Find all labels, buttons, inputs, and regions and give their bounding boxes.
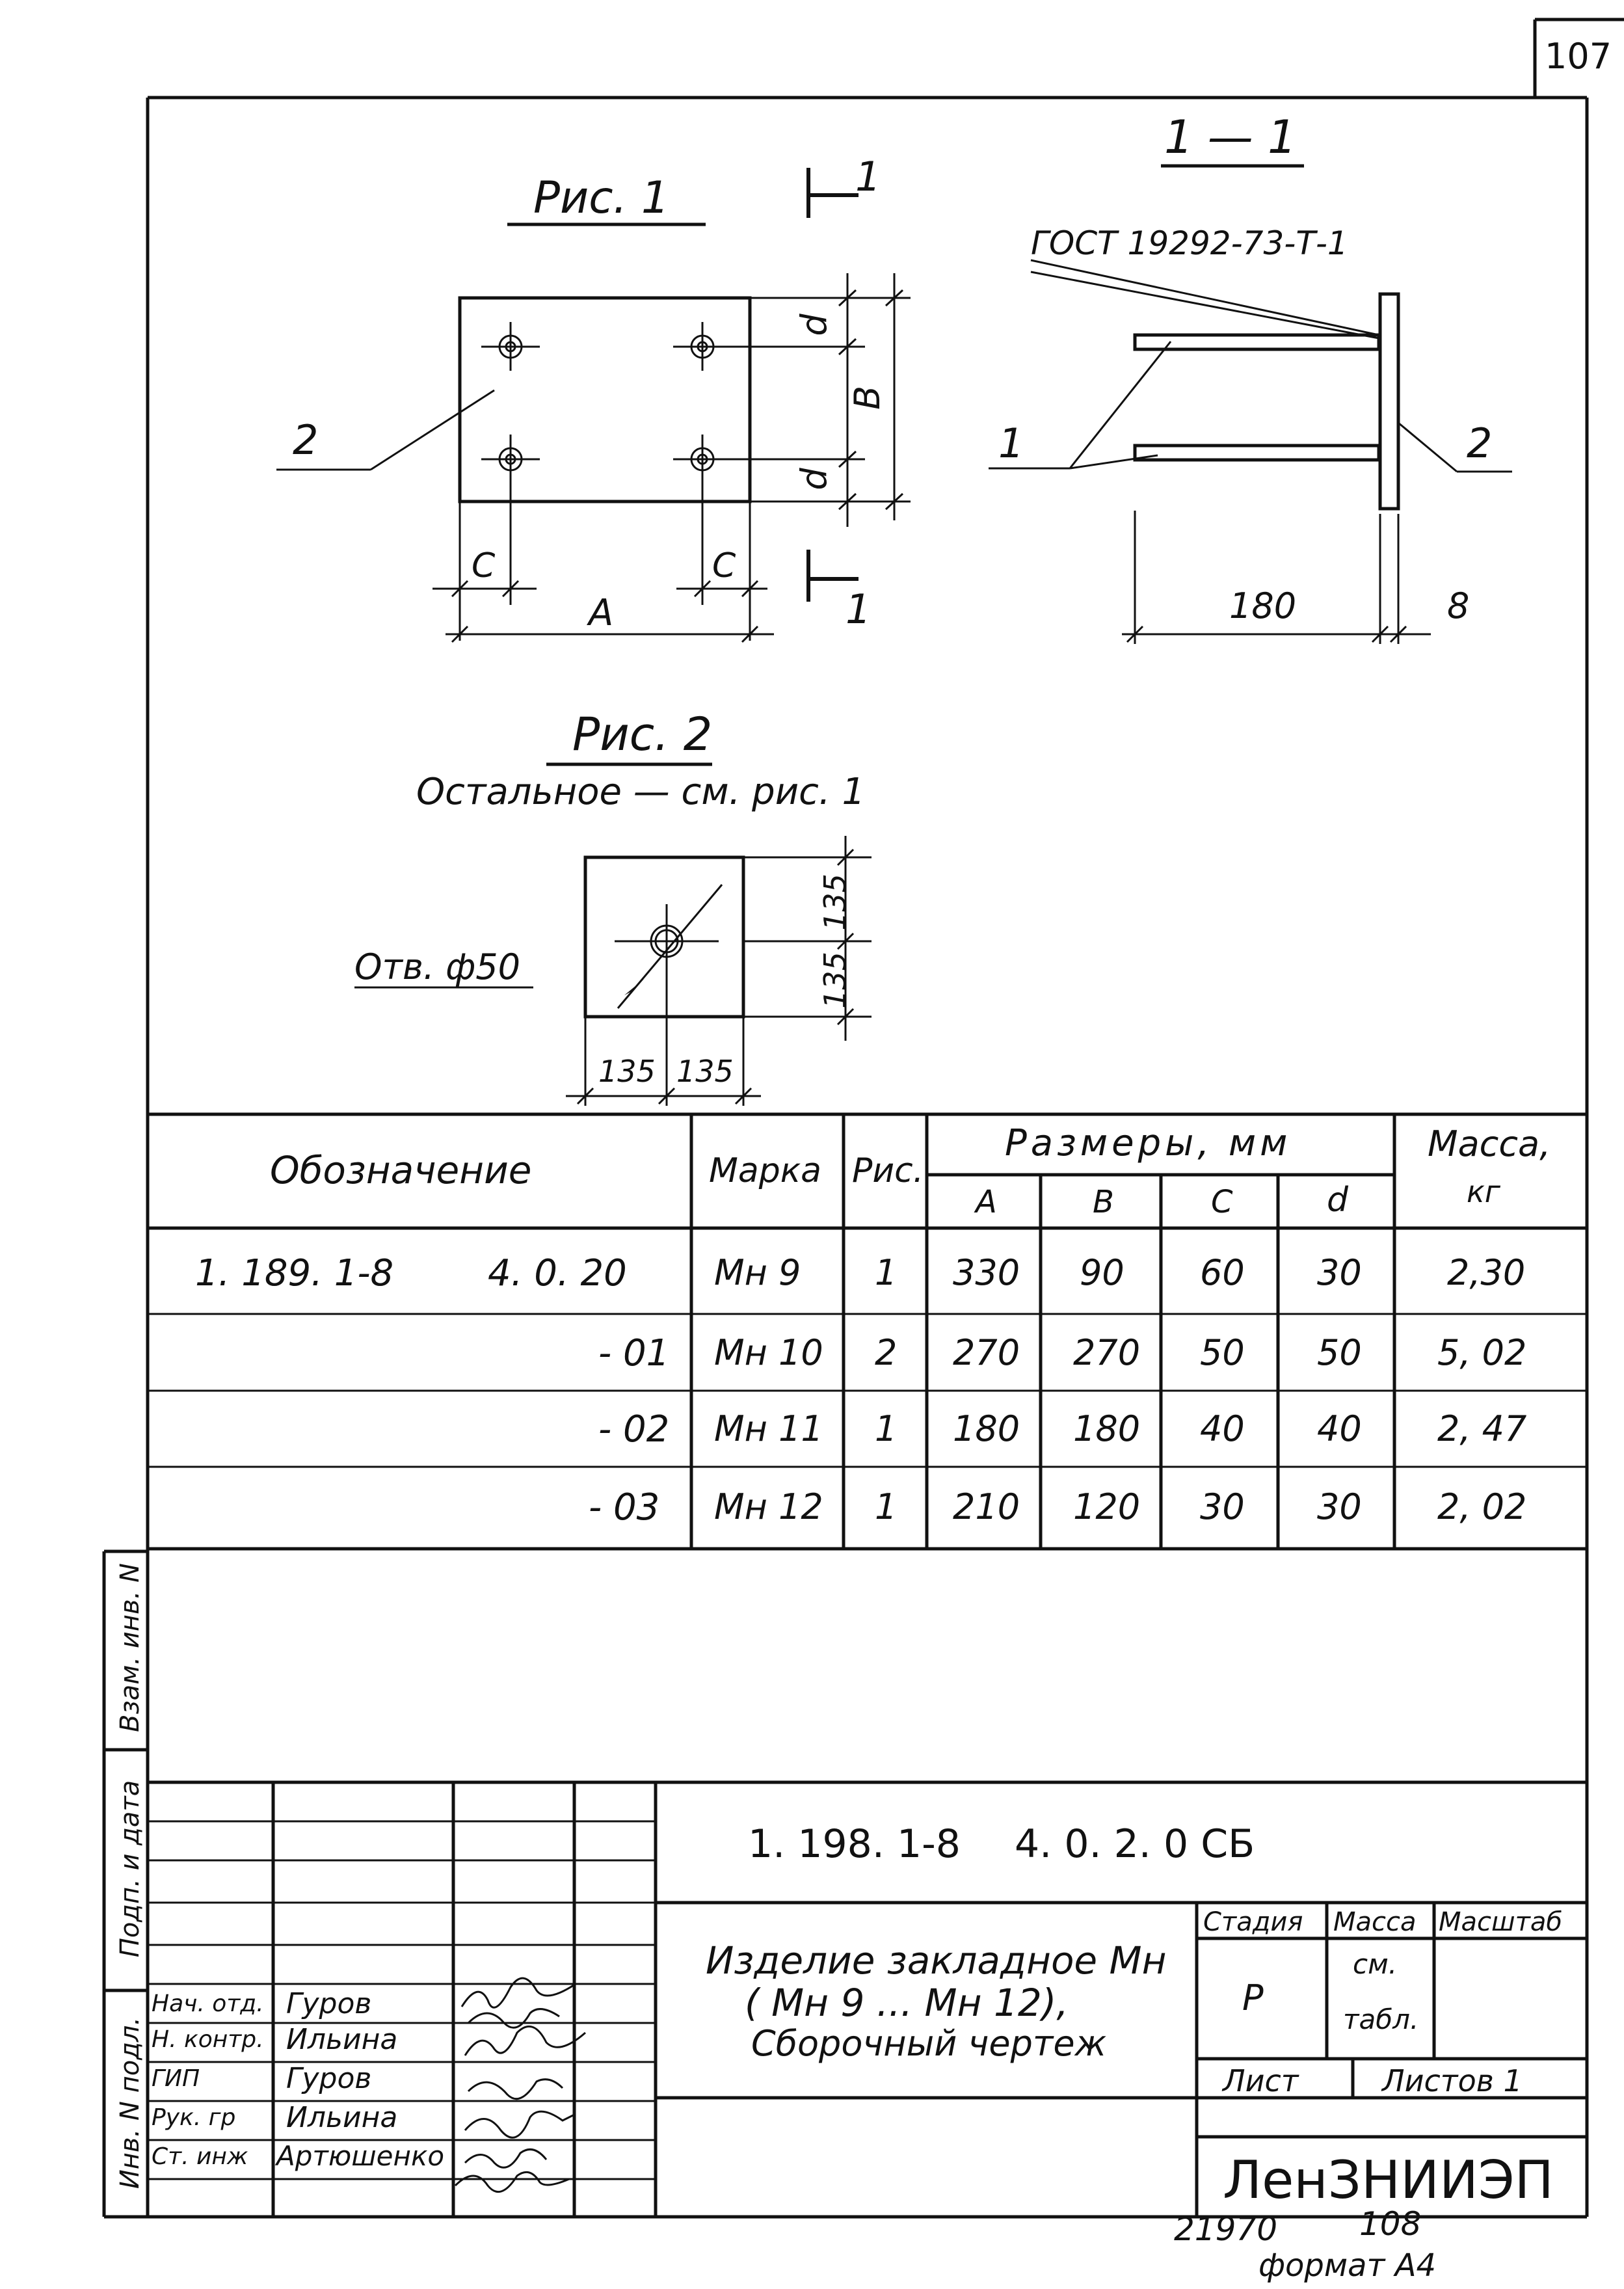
row4-a: 210 xyxy=(953,1486,1020,1527)
row2-mass: 5, 02 xyxy=(1437,1332,1527,1373)
row2-fig: 2 xyxy=(875,1332,898,1373)
margin-inv-podl: Инв. N подл. xyxy=(115,2016,145,2189)
row1-fig: 1 xyxy=(875,1252,898,1293)
row3-suffix: - 02 xyxy=(598,1408,670,1451)
row4-c: 30 xyxy=(1200,1486,1245,1527)
row2-a: 270 xyxy=(953,1332,1020,1373)
fig1-dim-c-left: C xyxy=(472,546,496,585)
row2-c: 50 xyxy=(1200,1332,1245,1373)
section-dim-180: 180 xyxy=(1229,585,1297,626)
fig2-dim-135-h1: 135 xyxy=(598,1054,656,1089)
stamp-sheet-label: Лист xyxy=(1223,2063,1299,2098)
stamp-mass-value-1: см. xyxy=(1353,1948,1398,1980)
row4-b: 120 xyxy=(1073,1486,1141,1527)
stamp-stage-label: Стадия xyxy=(1203,1907,1303,1937)
th-mass-unit: кг xyxy=(1467,1174,1500,1209)
stamp-role-3: ГИП xyxy=(152,2065,200,2092)
stamp-mass-value-2: табл. xyxy=(1343,2003,1419,2035)
stamp-name-1: Гуров xyxy=(286,1987,372,2020)
stamp-scale-label: Масштаб xyxy=(1439,1907,1563,1937)
stamp-stage-value: Р xyxy=(1242,1977,1264,2018)
footer-archive: 21970 xyxy=(1174,2210,1278,2248)
row4-fig: 1 xyxy=(875,1486,898,1527)
row1-a: 330 xyxy=(953,1252,1020,1293)
th-c: С xyxy=(1211,1184,1233,1220)
row3-b: 180 xyxy=(1073,1408,1141,1449)
row4-mass: 2, 02 xyxy=(1437,1486,1527,1527)
margin-vzam-inv: Взам. инв. N xyxy=(115,1563,145,1732)
fig1-dim-a: A xyxy=(589,592,614,634)
fig1-dim-b: B xyxy=(847,385,888,410)
stamp-role-5: Ст. инж xyxy=(152,2143,248,2170)
row3-fig: 1 xyxy=(875,1408,898,1449)
stamp-doc-code2: 4. 0. 2. 0 СБ xyxy=(1015,1821,1255,1867)
th-b: В xyxy=(1093,1184,1114,1220)
stamp-role-2: Н. контр. xyxy=(152,2026,264,2053)
stamp-mass-label: Масса xyxy=(1333,1907,1417,1937)
th-fig: Рис. xyxy=(852,1151,924,1190)
row3-d: 40 xyxy=(1317,1408,1362,1449)
stamp-name-5: Артюшенко xyxy=(276,2140,445,2172)
footer-format: формат А4 xyxy=(1258,2247,1437,2284)
fig1-callout-2: 2 xyxy=(293,416,319,464)
stamp-sheets-label: Листов 1 xyxy=(1382,2063,1523,2098)
fig1-dim-d-bottom: d xyxy=(793,468,835,490)
row1-d: 30 xyxy=(1317,1252,1362,1293)
stamp-name-3: Гуров xyxy=(286,2062,372,2095)
fig1-dim-d-top: d xyxy=(793,314,835,336)
th-a: А xyxy=(976,1184,997,1220)
section-gost: ГОСТ 19292-73-Т-1 xyxy=(1031,224,1348,262)
section-callout-2: 2 xyxy=(1467,420,1493,467)
th-designation: Обозначение xyxy=(270,1148,532,1192)
row1-code: 1. 189. 1-8 xyxy=(195,1252,394,1294)
page-number: 107 xyxy=(1545,36,1612,77)
row1-mark: Мн 9 xyxy=(714,1252,801,1293)
fig2-dim-135-h2: 135 xyxy=(676,1054,734,1089)
row4-mark: Мн 12 xyxy=(714,1486,823,1527)
section-callout-1: 1 xyxy=(998,420,1024,467)
fig2-dim-135-v2: 135 xyxy=(817,952,853,1009)
row4-d: 30 xyxy=(1317,1486,1362,1527)
stamp-title-2: ( Мн 9 ... Мн 12), xyxy=(745,1981,1069,2025)
row2-b: 270 xyxy=(1073,1332,1141,1373)
margin-podp-data: Подп. и дата xyxy=(115,1780,145,1958)
row1-mass: 2,30 xyxy=(1447,1252,1526,1293)
stamp-org: ЛенЗНИИЭП xyxy=(1223,2150,1554,2210)
row3-mark: Мн 11 xyxy=(714,1408,823,1449)
stamp-name-4: Ильина xyxy=(286,2101,398,2134)
fig1-section-mark-top: 1 xyxy=(855,153,881,200)
fig1-title: Рис. 1 xyxy=(533,172,670,224)
row2-mark: Мн 10 xyxy=(714,1332,823,1373)
fig2-hole-label: Отв. ф50 xyxy=(354,946,520,987)
fig1-dim-c-right: C xyxy=(712,546,736,585)
fig1-section-mark-bottom: 1 xyxy=(845,585,872,633)
section-title: 1 — 1 xyxy=(1164,111,1297,164)
th-mark: Марка xyxy=(709,1151,822,1190)
stamp-doc-code: 1. 198. 1-8 xyxy=(748,1821,961,1867)
section-dim-8: 8 xyxy=(1447,585,1470,626)
row3-mass: 2, 47 xyxy=(1437,1408,1527,1449)
row3-c: 40 xyxy=(1200,1408,1245,1449)
stamp-name-2: Ильина xyxy=(286,2023,398,2056)
stamp-title-3: Сборочный чертеж xyxy=(751,2023,1107,2064)
row1-b: 90 xyxy=(1080,1252,1125,1293)
row2-suffix: - 01 xyxy=(598,1332,670,1374)
th-mass: Масса, xyxy=(1428,1123,1551,1164)
th-sizes: Размеры, мм xyxy=(1005,1122,1292,1164)
stamp-role-4: Рук. гр xyxy=(152,2104,236,2131)
row2-d: 50 xyxy=(1317,1332,1362,1373)
fig2-dim-135-v1: 135 xyxy=(817,874,853,931)
row1-c: 60 xyxy=(1200,1252,1245,1293)
row1-code2: 4. 0. 20 xyxy=(488,1252,627,1294)
row3-a: 180 xyxy=(953,1408,1020,1449)
fig2-title: Рис. 2 xyxy=(572,708,713,761)
th-d: d xyxy=(1327,1181,1349,1220)
footer-archive2: 108 xyxy=(1359,2205,1422,2243)
stamp-title-1: Изделие закладное Мн xyxy=(706,1938,1167,1983)
fig2-note: Остальное — см. рис. 1 xyxy=(416,771,866,813)
row4-suffix: - 03 xyxy=(589,1486,660,1529)
stamp-role-1: Нач. отд. xyxy=(152,1990,264,2017)
